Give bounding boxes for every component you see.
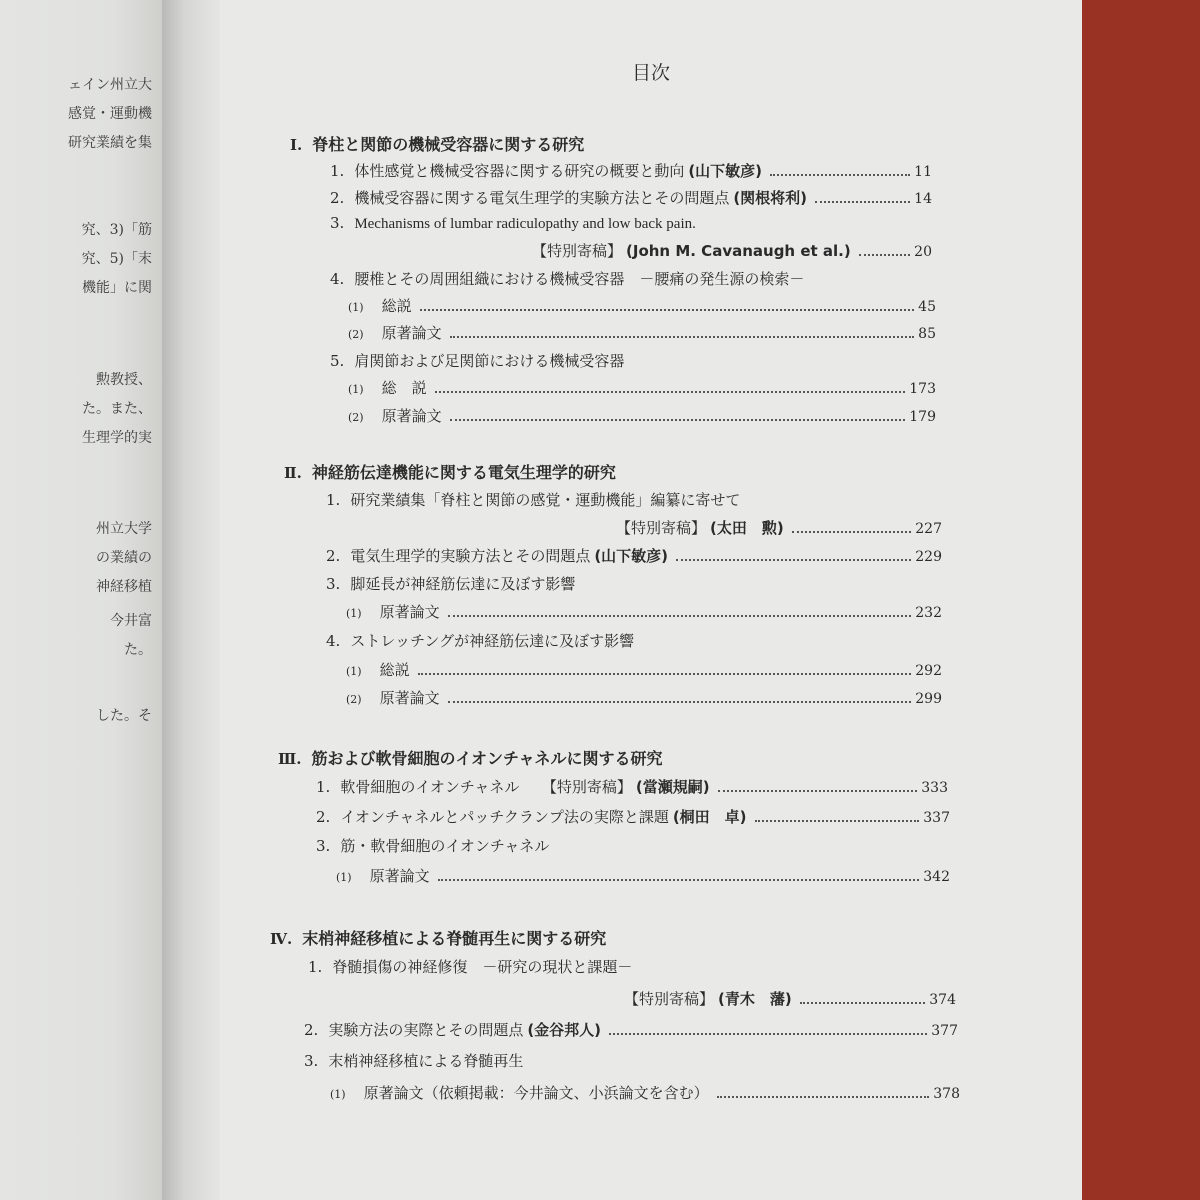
background-edge [1082,0,1200,1200]
leader-dots [792,530,912,533]
entry-page: 85 [918,326,936,342]
section-title: 末梢神経移植による脊髄再生に関する研究 [302,929,607,948]
leader-dots [450,418,906,421]
section-number: Ⅳ. [270,930,293,948]
entry-page: 378 [933,1086,960,1102]
entry-number: 4. [330,270,345,288]
toc-entry [316,776,948,802]
entry-author: (青木 藩) [718,990,792,1008]
toc-entry [304,1019,958,1045]
left-page-fragment: た。また、 [82,401,152,417]
entry-number: 1. [330,162,345,180]
toc-section-heading [290,132,990,158]
toc-entry [624,988,956,1014]
entry-number: 1. [308,958,323,976]
special-contribution-label: 【特別寄稿】 [532,242,623,260]
entry-number: 3. [330,214,345,232]
entry-number: (2) [346,693,362,706]
entry-title: 総説 [381,297,412,315]
leader-dots [770,173,910,176]
entry-author: (山下敏彦) [688,162,763,180]
entry-title: 研究業績集「脊柱と関節の感覚・運動機能」編纂に寄せて [350,491,741,509]
special-contribution-label: 【特別寄稿】 [624,990,715,1008]
left-page-fragment: 今井富 [110,613,152,629]
entry-number: 4. [326,632,341,650]
entry-page: 292 [915,663,942,679]
toc-entry [330,350,932,376]
entry-page: 20 [914,244,932,260]
entry-number: 2. [326,547,341,565]
toc-entry [348,322,936,348]
entry-title: 原著論文 [369,867,430,885]
entry-page: 374 [929,992,956,1008]
toc-entry [330,1082,960,1108]
entry-author: (太田 勲) [710,519,784,537]
entry-title: 筋・軟骨細胞のイオンチャネル [340,837,550,855]
entry-title: 機械受容器に関する電気生理学的実験方法とその問題点 [354,189,730,207]
book-gutter [162,0,220,1200]
toc-entry [532,240,932,266]
entry-number: (1) [346,665,362,678]
entry-number: 5. [330,352,345,370]
section-title: 筋および軟骨細胞のイオンチャネルに関する研究 [311,749,663,768]
page-title: 目次 [631,62,670,84]
entry-number: 1. [316,778,331,796]
entry-number: 3. [326,575,341,593]
left-page-fragment: 研究業績を集 [68,135,152,151]
left-page-fragment: 究、3)「筋 [81,222,152,238]
entry-number: (2) [348,411,364,424]
entry-page: 229 [915,549,942,565]
toc-page [220,0,1082,1200]
entry-page: 299 [915,691,942,707]
leader-dots [718,789,918,792]
section-number: Ⅲ. [278,750,302,768]
leader-dots [800,1001,926,1004]
section-title: 神経筋伝達機能に関する電気生理学的研究 [311,463,616,482]
entry-number: 1. [326,491,341,509]
leader-dots [609,1032,927,1035]
toc-entry [330,187,932,213]
left-page-fragment: た。 [124,642,152,658]
entry-title: 肩関節および足関節における機械受容器 [354,352,625,370]
entry-title: 末梢神経移植による脊髄再生 [328,1052,524,1070]
entry-title: ストレッチングが神経筋伝達に及ぼす影響 [350,632,635,650]
entry-title: 脚延長が神経筋伝達に及ぼす影響 [350,575,576,593]
entry-author: (関根将利) [733,189,808,207]
toc-entry [308,956,956,982]
entry-author: (金谷邦人) [527,1021,602,1039]
toc-entry [348,295,936,321]
leader-dots [438,878,920,881]
entry-title: 脊髄損傷の神経修復 －研究の現状と課題－ [332,958,633,976]
left-page-fragment: ェイン州立大 [68,77,152,93]
entry-page: 179 [909,409,936,425]
left-page-fragment: 究、5)「末 [81,251,152,267]
entry-number: (1) [348,301,364,314]
entry-author: (桐田 卓) [672,808,747,826]
entry-page: 14 [914,191,932,207]
toc-entry [346,601,942,627]
toc-entry [326,489,942,515]
leader-dots [418,672,912,675]
entry-number: 3. [316,837,331,855]
toc-entry [336,865,950,891]
left-page [0,0,162,1200]
section-title: 脊柱と関節の機械受容器に関する研究 [312,135,585,154]
left-page-fragment: 感覚・運動機 [68,106,152,122]
toc-entry [616,517,942,543]
entry-title: 原著論文 [381,324,442,342]
entry-page: 333 [921,780,948,796]
left-page-fragment: の業績の [96,550,152,566]
toc-entry [348,377,936,403]
toc-entry [316,806,950,832]
entry-author: (John M. Cavanaugh et al.) [626,242,851,260]
leader-dots [450,335,915,338]
toc-entry [330,214,932,240]
entry-author: (當瀬規嗣) [635,778,710,796]
entry-number: 2. [330,189,345,207]
leader-dots [420,308,915,311]
toc-entry [346,687,942,713]
toc-entry [330,160,932,186]
left-page-fragment: 機能」に関 [82,280,152,296]
section-number: Ⅱ. [284,464,302,482]
entry-title: 腰椎とその周囲組織における機械受容器 －腰痛の発生源の検索－ [354,270,805,288]
entry-title: Mechanisms of lumbar radiculopathy and low back pain. [354,216,696,232]
entry-number: (2) [348,328,364,341]
toc-entry [326,573,942,599]
entry-title: 軟骨細胞のイオンチャネル 【特別寄稿】 [340,778,632,796]
entry-title: 総説 [379,661,410,679]
entry-page: 377 [931,1023,958,1039]
entry-title: 体性感覚と機械受容器に関する研究の概要と動向 [354,162,685,180]
leader-dots [815,200,910,203]
entry-page: 337 [923,810,950,826]
entry-page: 11 [914,164,932,180]
entry-title: 原著論文（依頼掲載：今井論文、小浜論文を含む） [363,1084,709,1102]
left-page-fragment: 神経移植 [96,579,152,595]
entry-title: イオンチャネルとパッチクランプ法の実際と課題 [340,808,669,826]
entry-title: 実験方法の実際とその問題点 [328,1021,524,1039]
toc-entry [330,268,932,294]
leader-dots [448,614,912,617]
entry-number: 2. [316,808,331,826]
toc-entry [348,405,936,431]
toc-entry [304,1050,958,1076]
toc-entry [316,835,950,861]
leader-dots [717,1095,930,1098]
entry-page: 173 [909,381,936,397]
toc-section-heading [284,460,984,486]
left-page-fragment: 生理学的実 [82,430,152,446]
entry-title: 原著論文 [379,689,440,707]
section-number: Ⅰ. [290,136,303,154]
entry-title: 原著論文 [379,603,440,621]
entry-number: (1) [330,1088,346,1101]
toc-section-heading [270,926,970,952]
entry-page: 342 [923,869,950,885]
entry-number: (1) [348,383,364,396]
left-page-fragment: 勲教授、 [96,372,152,388]
entry-number: (1) [346,607,362,620]
leader-dots [859,253,910,256]
left-page-fragment: 州立大学 [96,521,152,537]
entry-number: (1) [336,871,352,884]
left-page-fragment: した。そ [96,708,152,724]
entry-page: 45 [918,299,936,315]
toc-entry [326,545,942,571]
special-contribution-label: 【特別寄稿】 [616,519,707,537]
toc-section-heading [278,746,978,772]
entry-number: 3. [304,1052,319,1070]
leader-dots [755,819,920,822]
leader-dots [448,700,912,703]
entry-title: 原著論文 [381,407,442,425]
leader-dots [435,390,906,393]
entry-title: 総 説 [381,379,427,397]
toc-entry [326,630,942,656]
entry-number: 2. [304,1021,319,1039]
leader-dots [676,558,911,561]
entry-title: 電気生理学的実験方法とその問題点 [350,547,591,565]
entry-page: 227 [915,521,942,537]
toc-entry [346,659,942,685]
entry-page: 232 [915,605,942,621]
entry-author: (山下敏彦) [594,547,669,565]
